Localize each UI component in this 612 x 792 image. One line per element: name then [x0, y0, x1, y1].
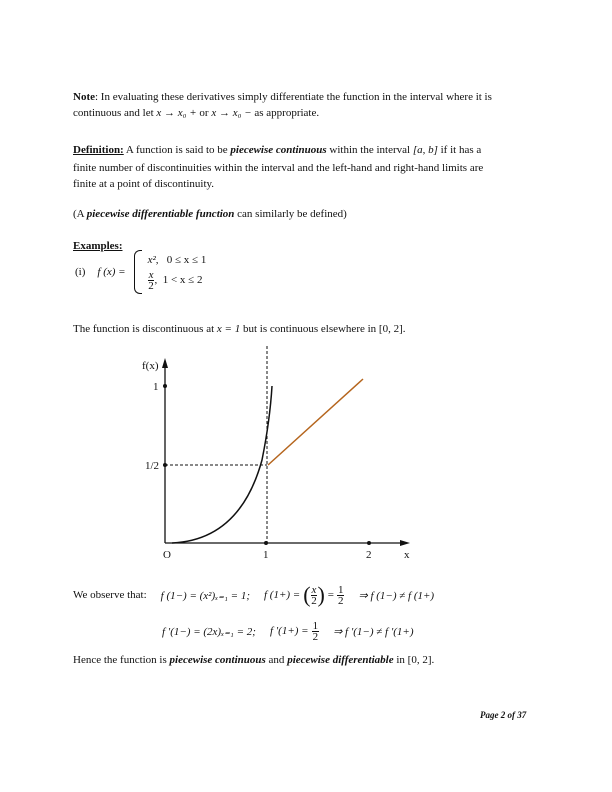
example-number: (i) — [75, 266, 86, 278]
math: 1 < x ≤ 2 — [162, 273, 203, 286]
paren-group: ( $\frac{x}{2}$ ) — [303, 582, 325, 607]
conclusion-line — [73, 653, 434, 667]
denominator: 2 — [311, 594, 317, 607]
y-tick-label: 1/2 — [145, 460, 160, 472]
numerator: 1 — [337, 583, 344, 596]
tick-point — [367, 541, 371, 545]
term: piecewise continuous — [169, 654, 266, 666]
origin-label: O — [163, 549, 171, 561]
term: piecewise differentiable — [287, 654, 394, 666]
x-axis-arrow-icon — [400, 540, 410, 546]
text: continuous and let — [73, 107, 154, 119]
denominator: 2 — [337, 594, 344, 607]
denominator: 2 — [148, 279, 154, 292]
equation: f ′(1−) = (2x)ₓ₌₁ = 2; — [162, 625, 256, 638]
equation: f (1+) = — [263, 589, 301, 601]
y-axis-label: f(x) — [142, 360, 159, 372]
definition-line2: finite number of discontinuities within the interval and the left-hand and right-hand limits are — [73, 162, 484, 174]
math: x → x₀ + — [156, 107, 197, 119]
definition-line3: finite at a point of discontinuity. — [73, 178, 215, 190]
math: x → x₀ − — [211, 107, 252, 119]
equation: f (1−) = (x²)ₓ₌₁ = 1; — [160, 589, 250, 602]
text: and — [268, 654, 285, 666]
equals: = — [327, 589, 334, 601]
function-name: f (x) = — [97, 266, 126, 278]
y-axis-arrow-icon — [162, 358, 168, 368]
x-tick-label: 2 — [366, 549, 372, 561]
observe-lead: We observe that: — [73, 589, 147, 601]
equation: f ′(1+) = — [269, 625, 309, 637]
text: within the interval — [329, 144, 411, 156]
fraction — [337, 585, 345, 606]
text: or — [199, 107, 209, 119]
note-text: : In evaluating these derivatives simply differentiate the function in the interval where it is — [95, 91, 492, 103]
text: but is continuous elsewhere in — [242, 323, 377, 335]
equation-group — [264, 582, 345, 608]
text: as appropriate. — [254, 107, 320, 119]
text: A function is said to be — [125, 144, 228, 156]
x-axis-label: x — [404, 549, 410, 561]
observe-row-2 — [162, 616, 414, 646]
numerator: 1 — [312, 619, 319, 632]
numerator: x — [148, 268, 154, 281]
equation-group — [270, 621, 319, 642]
math: 0 ≤ x ≤ 1 — [166, 253, 207, 266]
math: [a, b] — [412, 144, 438, 156]
term: piecewise differentiable function — [86, 208, 235, 220]
tick-point — [163, 384, 167, 388]
text: (A — [73, 208, 84, 220]
equation: ⇒ f ′(1−) ≠ f ′(1+) — [333, 625, 414, 638]
term: piecewise continuous — [230, 144, 327, 156]
line-x-over-2 — [268, 379, 363, 465]
y-tick-label: 1 — [153, 381, 159, 393]
math: [0, 2]. — [378, 323, 406, 335]
text: in [0, 2]. — [396, 654, 435, 666]
definition-label: Definition: — [73, 144, 124, 156]
examples-label: Examples: — [73, 240, 123, 252]
text: can similarly be defined) — [237, 208, 347, 220]
observe-row-1 — [73, 580, 434, 610]
text: if it has a — [440, 144, 482, 156]
text: Hence the function is — [73, 654, 167, 666]
page-number: Page 2 of 37 — [480, 710, 527, 720]
math: x², — [147, 253, 162, 266]
denominator: 2 — [312, 630, 319, 643]
equation: ⇒ f (1−) ≠ f (1+) — [358, 589, 435, 602]
fraction — [311, 585, 318, 606]
math: x = 1 — [216, 323, 241, 335]
tick-point — [163, 463, 167, 467]
fraction — [312, 621, 320, 642]
note-label: Note — [73, 91, 95, 103]
x-tick-label: 1 — [263, 549, 269, 561]
tick-point — [264, 541, 268, 545]
numerator: x — [311, 583, 317, 596]
text: The function is discontinuous at — [73, 323, 215, 335]
case-2: $\frac{x}{2}$ , 1 < x ≤ 2 — [148, 268, 203, 292]
